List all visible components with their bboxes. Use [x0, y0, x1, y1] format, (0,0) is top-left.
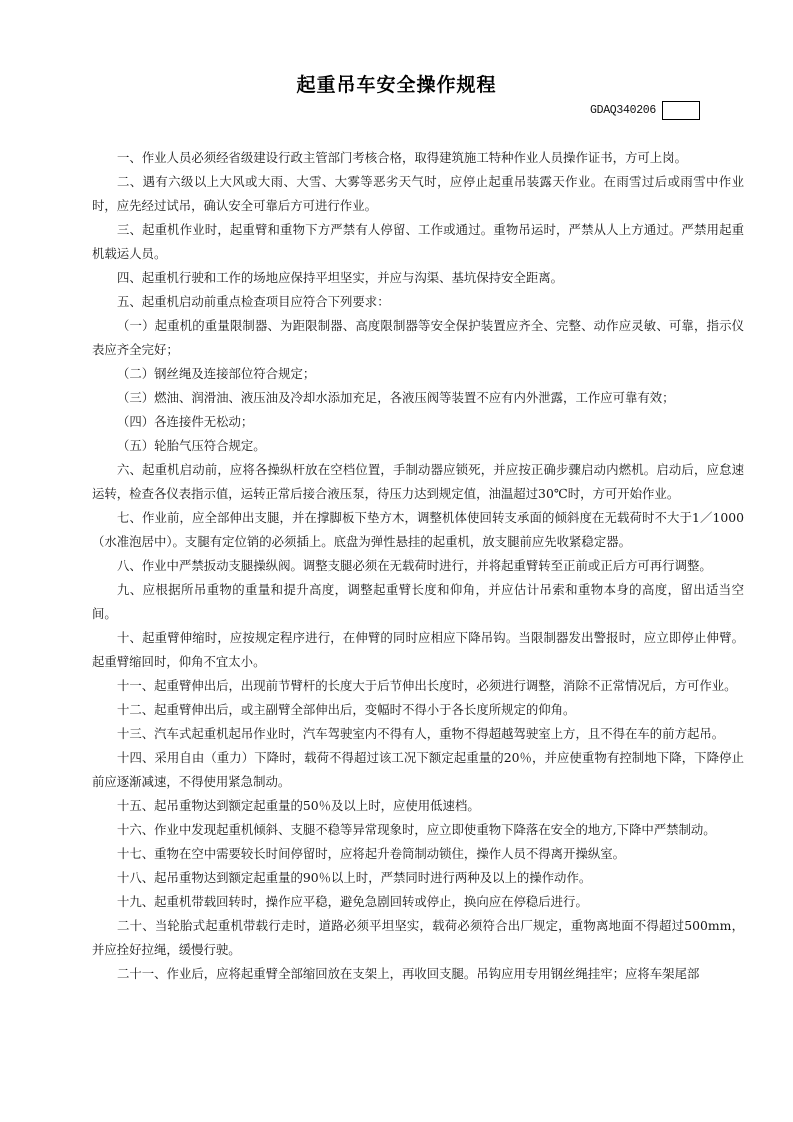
paragraph-16: 十六、作业中发现起重机倾斜、支腿不稳等异常现象时，应立即使重物下降落在安全的地方,下降中严禁制动。: [117, 822, 716, 837]
document-body: [92, 146, 744, 986]
paragraph-5-5: （五）轮胎气压符合规定。: [117, 438, 266, 453]
paragraph-10: 十、起重臂伸缩时，应按规定程序进行，在伸臂的同时应相应下降吊钩。当限制器发出警报时，应立即停止伸臂。起重臂缩回时，仰角不宜太小。: [92, 630, 744, 669]
paragraph-7: 七、作业前，应全部伸出支腿，并在撑脚板下垫方木，调整机体使回转支承面的倾斜度在无载荷时不大于1／1000（水准泡居中）。支腿有定位销的必须插上。底盘为弹性悬挂的起重机，放支腿前应先收紧稳定器。: [92, 510, 744, 549]
paragraph-5: 五、起重机启动前重点检查项目应符合下列要求：: [117, 294, 390, 309]
paragraph-18: 十八、起吊重物达到额定起重量的90％以上时，严禁同时进行两种及以上的操作动作。: [117, 870, 592, 885]
paragraph-5-3: （三）燃油、润滑油、液压油及冷却水添加充足，各液压阀等装置不应有内外泄露，工作应可靠有效；: [117, 390, 675, 405]
paragraph-15: 十五、起吊重物达到额定起重量的50％及以上时，应使用低速档。: [117, 798, 480, 813]
paragraph-19: 十九、起重机带载回转时，操作应平稳，避免急剧回转或停止，换向应在停稳后进行。: [117, 894, 588, 909]
document-code-row: [590, 100, 700, 120]
paragraph-9: 九、应根据所吊重物的重量和提升高度，调整起重臂长度和仰角，并应估计吊索和重物本身的高度，留出适当空间。: [92, 582, 744, 621]
paragraph-5-4: （四）各连接件无松动；: [117, 414, 254, 429]
paragraph-3: 三、起重机作业时，起重臂和重物下方严禁有人停留、工作或通过。重物吊运时，严禁从人上方通过。严禁用起重机载运人员。: [92, 222, 744, 261]
paragraph-8: 八、作业中严禁扳动支腿操纵阀。调整支腿必须在无载荷时进行，并将起重臂转至正前或正后方可再行调整。: [117, 558, 712, 573]
paragraph-4: 四、起重机行驶和工作的场地应保持平坦坚实，并应与沟渠、基坑保持安全距离。: [117, 270, 564, 285]
paragraph-17: 十七、重物在空中需要较长时间停留时，应将起升卷筒制动锁住，操作人员不得离开操纵室。: [117, 846, 626, 861]
document-code: GDAQ340206: [590, 103, 657, 117]
paragraph-2: 二、遇有六级以上大风或大雨、大雪、大雾等恶劣天气时，应停止起重吊装露天作业。在雨雪过后或雨雪中作业时，应先经过试吊，确认安全可靠后方可进行作业。: [92, 174, 744, 213]
paragraph-1: 一、作业人员必须经省级建设行政主管部门考核合格，取得建筑施工特种作业人员操作证书，方可上岗。: [117, 150, 687, 165]
paragraph-6: 六、起重机启动前，应将各操纵杆放在空档位置，手制动器应锁死，并应按正确步骤启动内燃机。启动后，应怠速运转，检查各仪表指示值，运转正常后接合液压泵，待压力达到规定值，油温超过30℃时，方可开始作业。: [92, 462, 744, 501]
paragraph-20: 二十、当轮胎式起重机带载行走时，道路必须平坦坚实，载荷必须符合出厂规定，重物离地面不得超过500mm，并应拴好拉绳，缓慢行驶。: [92, 918, 744, 957]
paragraph-5-1: （一）起重机的重量限制器、为距限制器、高度限制器等安全保护装置应齐全、完整、动作应灵敏、可靠，指示仪表应齐全完好；: [92, 318, 744, 357]
paragraph-12: 十二、起重臂伸出后，或主副臂全部伸出后，变幅时不得小于各长度所规定的仰角。: [117, 702, 576, 717]
paragraph-21: 二十一、作业后，应将起重臂全部缩回放在支架上，再收回支腿。吊钩应用专用钢丝绳挂牢；应将车架尾部: [117, 966, 700, 981]
paragraph-5-2: （二）钢丝绳及连接部位符合规定；: [117, 366, 316, 381]
paragraph-11: 十一、起重臂伸出后，出现前节臂杆的长度大于后节伸出长度时，必须进行调整，消除不正常情况后，方可作业。: [117, 678, 737, 693]
code-box: [662, 101, 700, 120]
paragraph-13: 十三、汽车式起重机起吊作业时，汽车驾驶室内不得有人，重物不得超越驾驶室上方，且不得在车的前方起吊。: [117, 726, 725, 741]
document-title: 起重吊车安全操作规程: [296, 74, 497, 96]
paragraph-14: 十四、采用自由（重力）下降时，载荷不得超过该工况下额定起重量的20％，并应使重物有控制地下降，下降停止前应逐渐减速，不得使用紧急制动。: [92, 750, 744, 789]
